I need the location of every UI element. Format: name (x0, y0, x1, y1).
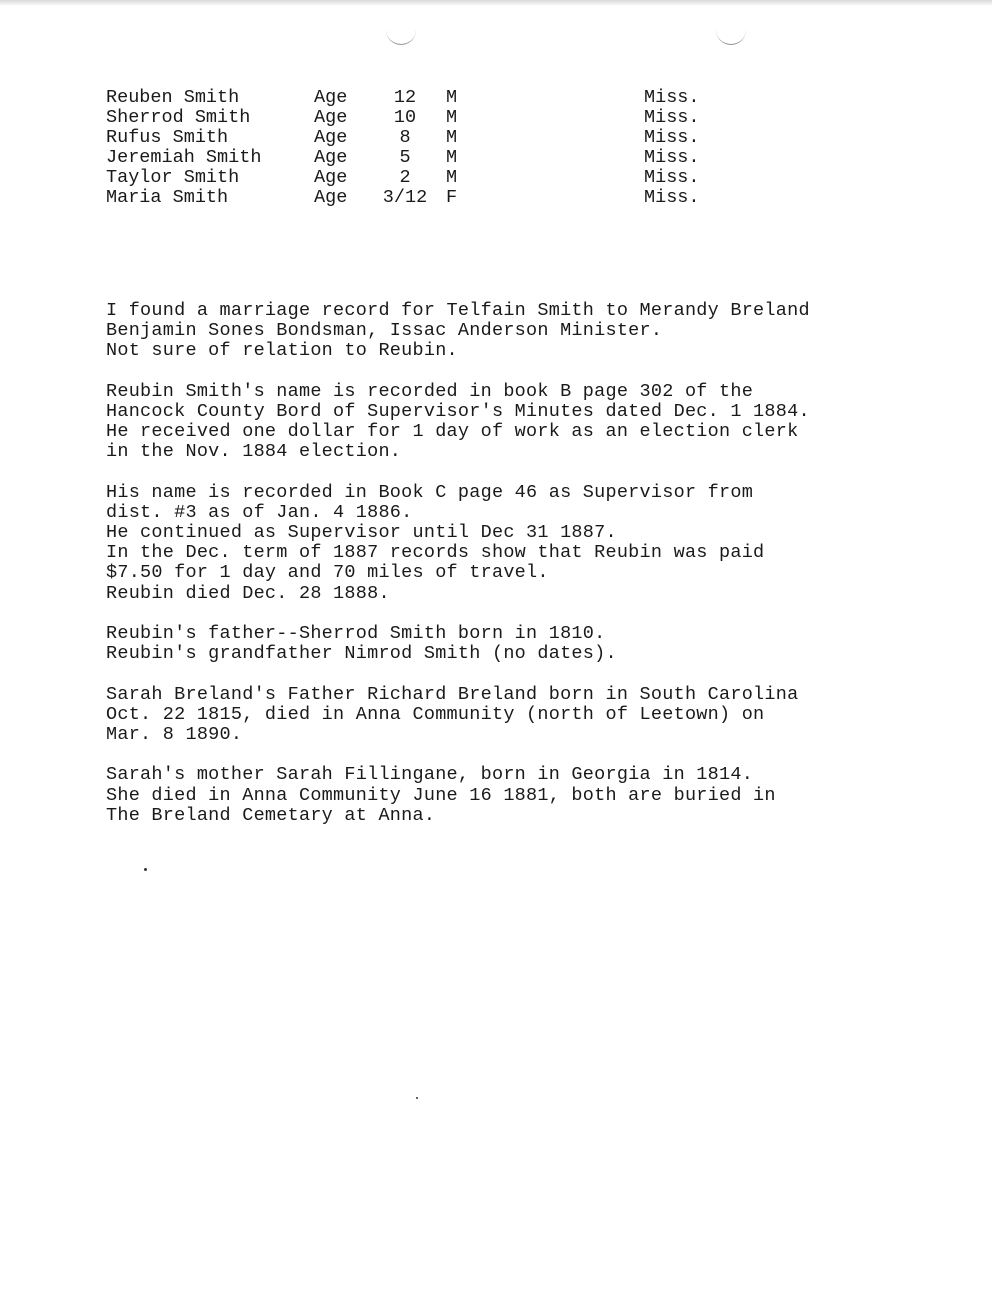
text-line: Hancock County Bord of Supervisor's Minutes dated Dec. 1 1884. (106, 400, 810, 422)
text-line: The Breland Cemetary at Anna. (106, 804, 436, 826)
note-paragraph-sarah-mother (106, 765, 906, 826)
roster-age-label: Age (314, 107, 348, 128)
text-line: He continued as Supervisor until Dec 31 1887. (106, 522, 617, 544)
roster-row (106, 88, 806, 108)
roster-name: Taylor Smith (106, 167, 240, 188)
research-notes (106, 301, 906, 846)
text-line: She died in Anna Community June 16 1881, both are buried in (106, 784, 776, 806)
text-line: Sarah's mother Sarah Fillingane, born in Georgia in 1814. (106, 764, 754, 786)
roster-name: Rufus Smith (106, 127, 229, 148)
roster-sex: M (446, 107, 458, 128)
text-line: His name is recorded in Book C page 46 as Supervisor from (106, 481, 754, 503)
punch-hole-right (716, 22, 746, 45)
roster-row (106, 148, 806, 168)
roster-row (106, 128, 806, 148)
roster-age-label: Age (314, 127, 348, 148)
text-line: Reubin died Dec. 28 1888. (106, 582, 390, 604)
text-line: Reubin's father--Sherrod Smith born in 1810. (106, 623, 606, 644)
text-line: In the Dec. term of 1887 records show that Reubin was paid (106, 542, 765, 564)
text-line: Sarah Breland's Father Richard Breland born in South Carolina (106, 683, 799, 705)
roster-state: Miss. (644, 127, 700, 148)
note-paragraph-sarah-father (106, 685, 906, 746)
roster-age: 5 (399, 147, 411, 168)
roster-name: Sherrod Smith (106, 107, 251, 128)
roster-name: Maria Smith (106, 187, 229, 208)
roster-sex: M (446, 87, 458, 108)
text-line: dist. #3 as of Jan. 4 1886. (106, 501, 413, 523)
text-line: in the Nov. 1884 election. (106, 441, 402, 463)
roster-age: 8 (399, 127, 411, 148)
family-roster (106, 88, 806, 208)
roster-sex: M (446, 147, 458, 168)
roster-state: Miss. (644, 87, 700, 108)
roster-sex: F (446, 187, 458, 208)
roster-state: Miss. (644, 187, 700, 208)
text-line: Reubin Smith's name is recorded in book B page 302 of the (106, 380, 754, 402)
page-speck (144, 868, 147, 871)
text-line: Oct. 22 1815, died in Anna Community (north of Leetown) on (106, 703, 765, 725)
text-line: Not sure of relation to Reubin. (106, 340, 458, 362)
text-line: He received one dollar for 1 day of work as an election clerk (106, 421, 799, 443)
roster-name: Jeremiah Smith (106, 147, 262, 168)
text-line: $7.50 for 1 day and 70 miles of travel. (106, 562, 549, 584)
page-speck (416, 1097, 418, 1099)
text-line: I found a marriage record for Telfain Smith to Merandy Breland (106, 300, 810, 321)
punch-hole-left (386, 22, 416, 45)
roster-name: Reuben Smith (106, 87, 240, 108)
text-line: Reubin's grandfather Nimrod Smith (no dates). (106, 643, 617, 665)
note-paragraph-supervisor (106, 483, 906, 604)
page-top-edge (0, 0, 992, 6)
text-line: Mar. 8 1890. (106, 723, 243, 745)
note-paragraph-ancestors (106, 624, 906, 664)
note-paragraph-marriage (106, 301, 906, 362)
text-line: Benjamin Sones Bondsman, Issac Anderson Minister. (106, 320, 663, 342)
roster-row (106, 108, 806, 128)
roster-row (106, 188, 806, 208)
roster-age-label: Age (314, 147, 348, 168)
roster-sex: M (446, 127, 458, 148)
roster-row (106, 168, 806, 188)
roster-age-label: Age (314, 167, 348, 188)
roster-state: Miss. (644, 107, 700, 128)
roster-age: 2 (399, 167, 411, 188)
roster-state: Miss. (644, 147, 700, 168)
roster-age: 10 (393, 107, 417, 128)
roster-sex: M (446, 167, 458, 188)
roster-age: 3/12 (382, 187, 428, 208)
roster-age: 12 (393, 87, 417, 108)
roster-state: Miss. (644, 167, 700, 188)
note-paragraph-election-clerk (106, 382, 906, 463)
roster-age-label: Age (314, 87, 348, 108)
roster-age-label: Age (314, 187, 348, 208)
